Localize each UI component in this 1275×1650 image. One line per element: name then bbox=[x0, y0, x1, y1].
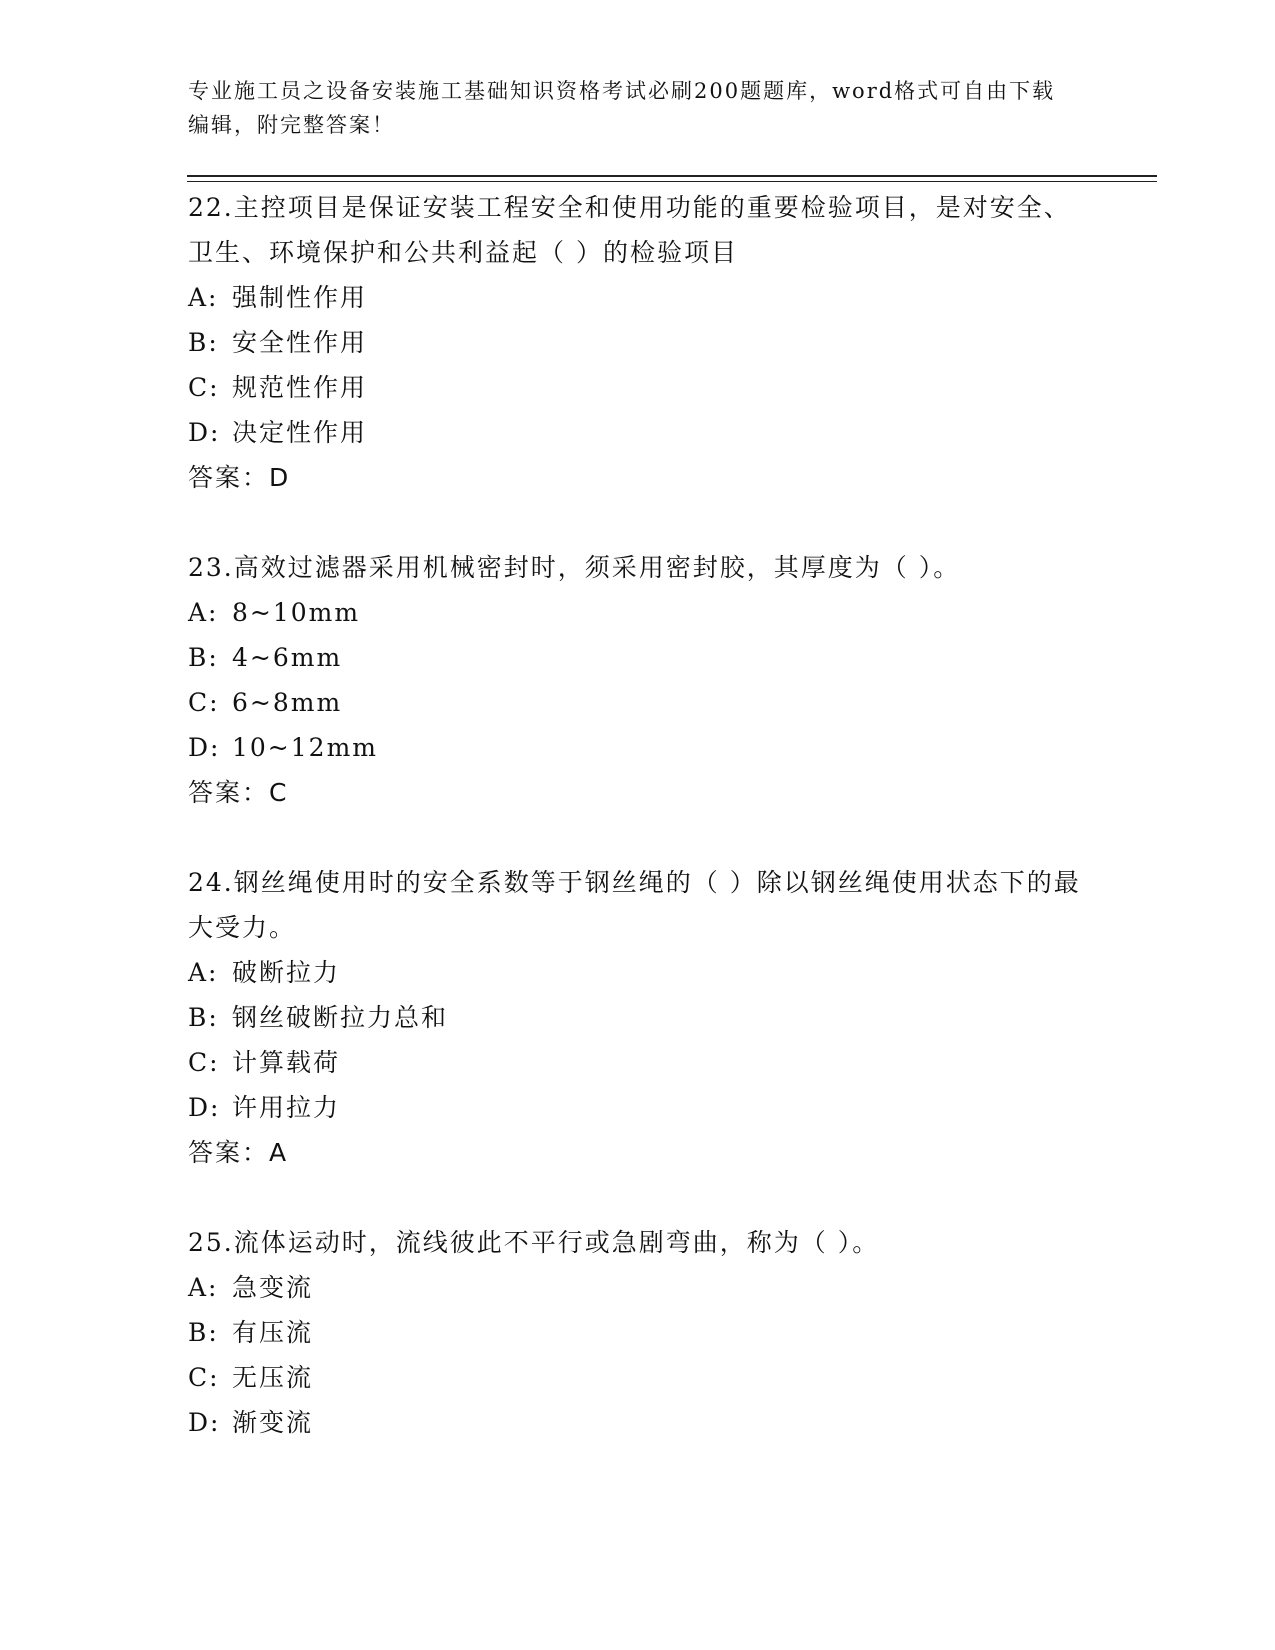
option-d bbox=[188, 1085, 1088, 1130]
option-text: 计算载荷 bbox=[232, 1048, 341, 1077]
option-label: C: bbox=[188, 688, 220, 717]
option-label: D: bbox=[188, 733, 221, 762]
question-stem: 22.主控项目是保证安装工程安全和使用功能的重要检验项目，是对安全、卫生、环境保护和公共利益起（ ）的检验项目 bbox=[188, 193, 1071, 267]
question-stem: 25.流体运动时，流线彼此不平行或急剧弯曲，称为（ ）。 bbox=[188, 1228, 880, 1257]
option-text: 4~6mm bbox=[232, 643, 343, 672]
option-b bbox=[188, 1310, 1088, 1355]
option-text: 6~8mm bbox=[232, 688, 343, 717]
option-text: 有压流 bbox=[232, 1318, 314, 1347]
question-23 bbox=[188, 545, 1088, 815]
option-text: 安全性作用 bbox=[232, 328, 368, 357]
option-c bbox=[188, 1355, 1088, 1400]
option-text: 强制性作用 bbox=[232, 283, 368, 312]
option-label: B: bbox=[188, 1318, 219, 1347]
option-label: B: bbox=[188, 643, 219, 672]
option-text: 渐变流 bbox=[232, 1408, 314, 1437]
question-stem: 24.钢丝绳使用时的安全系数等于钢丝绳的（ ）除以钢丝绳使用状态下的最大受力。 bbox=[188, 868, 1081, 942]
header-rule-thick bbox=[187, 175, 1157, 177]
question-25 bbox=[188, 1220, 1088, 1445]
option-label: C: bbox=[188, 1048, 220, 1077]
option-a bbox=[188, 275, 1088, 320]
option-d bbox=[188, 725, 1088, 770]
option-text: 许用拉力 bbox=[232, 1093, 341, 1122]
option-label: D: bbox=[188, 1408, 221, 1437]
option-c bbox=[188, 365, 1088, 410]
option-label: B: bbox=[188, 328, 219, 357]
option-label: A: bbox=[188, 283, 219, 312]
option-c bbox=[188, 1040, 1088, 1085]
option-a bbox=[188, 1265, 1088, 1310]
question-22 bbox=[188, 185, 1088, 500]
option-text: 破断拉力 bbox=[232, 958, 341, 987]
option-label: A: bbox=[188, 598, 219, 627]
option-b bbox=[188, 995, 1088, 1040]
option-text: 无压流 bbox=[232, 1363, 314, 1392]
option-d bbox=[188, 410, 1088, 455]
option-label: B: bbox=[188, 1003, 219, 1032]
document-header: 专业施工员之设备安装施工基础知识资格考试必刷200题题库，word格式可自由下载编辑，附完整答案！ bbox=[188, 79, 1056, 137]
answer: 答案：C bbox=[188, 778, 289, 807]
option-text: 决定性作用 bbox=[232, 418, 368, 447]
option-b bbox=[188, 320, 1088, 365]
question-stem: 23.高效过滤器采用机械密封时，须采用密封胶，其厚度为（ ）。 bbox=[188, 553, 961, 582]
option-label: A: bbox=[188, 1273, 219, 1302]
header-rule-thin bbox=[187, 181, 1157, 182]
answer: 答案：D bbox=[188, 463, 291, 492]
option-d bbox=[188, 1400, 1088, 1445]
option-b bbox=[188, 635, 1088, 680]
option-label: C: bbox=[188, 1363, 220, 1392]
option-text: 急变流 bbox=[232, 1273, 314, 1302]
option-text: 8~10mm bbox=[232, 598, 361, 627]
option-c bbox=[188, 680, 1088, 725]
option-a bbox=[188, 950, 1088, 995]
option-text: 10~12mm bbox=[232, 733, 378, 762]
option-label: D: bbox=[188, 1093, 221, 1122]
option-text: 规范性作用 bbox=[232, 373, 368, 402]
answer: 答案：A bbox=[188, 1138, 289, 1167]
option-label: A: bbox=[188, 958, 219, 987]
option-label: C: bbox=[188, 373, 220, 402]
option-a bbox=[188, 590, 1088, 635]
question-24 bbox=[188, 860, 1088, 1175]
option-label: D: bbox=[188, 418, 221, 447]
option-text: 钢丝破断拉力总和 bbox=[232, 1003, 449, 1032]
